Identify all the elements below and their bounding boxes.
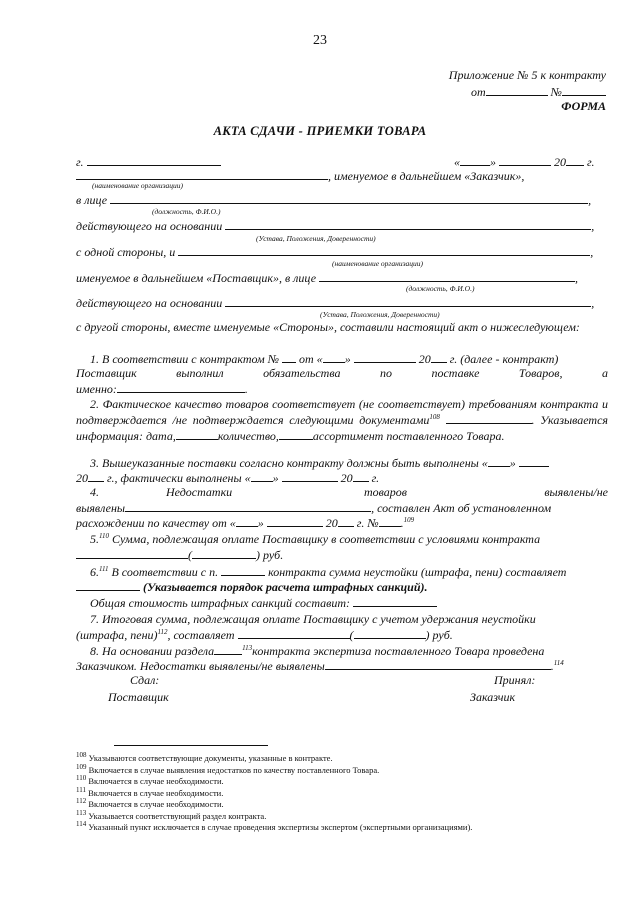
p4-w3: выявлены/не bbox=[544, 485, 608, 499]
p2-doc-blank bbox=[446, 412, 532, 424]
caption-supplier-person: (должность, Ф.И.О.) bbox=[406, 284, 475, 293]
supplier-signature: Поставщик bbox=[108, 690, 169, 704]
footnote-number: 112 bbox=[76, 797, 87, 806]
month-blank bbox=[499, 154, 551, 166]
supplier-named: именуемое в дальнейшем «Поставщик», в лице bbox=[76, 271, 317, 285]
p7-line2 bbox=[76, 627, 608, 643]
p3-c: 20 bbox=[76, 471, 88, 485]
footnote-item bbox=[76, 799, 472, 811]
number-blank bbox=[562, 84, 606, 96]
p5-line1 bbox=[90, 532, 622, 547]
p6-bold-note: (Указывается порядок расчета штрафных санкций). bbox=[143, 580, 428, 594]
p5-sum-words-blank bbox=[192, 547, 256, 559]
p4-day-blank bbox=[236, 515, 258, 527]
p8-line1 bbox=[90, 643, 622, 659]
p3-f: 20 bbox=[340, 471, 353, 485]
footnote-text: Включается в случае выявления недостатков по качеству поставленного Товара. bbox=[88, 764, 380, 775]
one-side-label: с одной стороны, и bbox=[76, 245, 176, 259]
p3-line1 bbox=[90, 455, 622, 471]
customer-person-blank bbox=[110, 192, 588, 204]
p4-d: » bbox=[257, 516, 264, 530]
footnote-item bbox=[76, 822, 472, 834]
customer-signature: Заказчик bbox=[470, 690, 516, 704]
city-prefix: г. bbox=[76, 155, 84, 169]
footnote-number: 110 bbox=[76, 774, 87, 783]
p1-year-blank bbox=[431, 351, 447, 363]
footnote-number: 113 bbox=[76, 808, 87, 817]
p2-b: . Указывается информация: дата, bbox=[76, 413, 608, 443]
footnote-item bbox=[76, 808, 472, 823]
p1-a: 1. В соответствии с контрактом № bbox=[90, 352, 280, 366]
quote-open: « bbox=[454, 155, 460, 169]
day-blank bbox=[460, 154, 490, 166]
p1-day-blank bbox=[323, 351, 345, 363]
footnote-text: Включается в случае необходимости. bbox=[88, 799, 224, 809]
page-number: 23 bbox=[313, 33, 327, 48]
footnote-item bbox=[76, 785, 472, 800]
p1-items-blank bbox=[117, 381, 245, 393]
p4-w1: Недостатки bbox=[166, 485, 233, 499]
p6-total: Общая стоимость штрафных санкций составит: bbox=[90, 596, 351, 610]
p5-footnote-ref: 110 bbox=[99, 532, 109, 540]
p6-total-blank bbox=[353, 595, 437, 607]
p5-sum-blank bbox=[76, 547, 188, 559]
p4-line3: расхождении по качеству от « » 20 г. № .$^{109}$ bbox=[76, 516, 415, 530]
p7-sum-blank bbox=[238, 627, 350, 639]
supplier-org-blank bbox=[178, 244, 590, 256]
p2-e: поставленного Товара. bbox=[386, 429, 505, 443]
p6-penalty-blank bbox=[76, 579, 140, 591]
caption-customer-basis: (Устава, Положения, Доверенности) bbox=[256, 234, 376, 243]
p4-month-blank bbox=[267, 515, 323, 527]
p6-a: В соответствии с п. bbox=[111, 565, 219, 579]
p2-d: ассортимент bbox=[312, 429, 384, 443]
p7-d: ( bbox=[349, 628, 354, 642]
footnote-number: 108 bbox=[76, 751, 87, 760]
caption-supplier-basis: (Устава, Положения, Доверенности) bbox=[320, 310, 440, 319]
p5-a: Сумма, подлежащая оплате Поставщику в соответствии с условиями контракта bbox=[111, 532, 541, 546]
form-label: ФОРМА bbox=[561, 99, 606, 113]
p3-month-blank bbox=[519, 455, 549, 467]
year-blank bbox=[566, 154, 584, 166]
footnote-text: Указываются соответствующие документы, указанные в контракте. bbox=[88, 753, 333, 763]
quote-close: » bbox=[490, 155, 496, 169]
accepted-label: Принял: bbox=[494, 673, 536, 687]
p2-c: количество, bbox=[217, 429, 279, 443]
p1-num-blank bbox=[282, 351, 296, 363]
p3-line2 bbox=[76, 470, 608, 486]
caption-customer-org: (наименование организации) bbox=[92, 181, 184, 190]
supplier-basis-blank bbox=[225, 295, 591, 307]
p1-line3: именно: . bbox=[76, 382, 248, 396]
p3-b: » bbox=[509, 456, 516, 470]
year-prefix: 20 bbox=[554, 155, 566, 169]
p5-line2 bbox=[76, 547, 608, 563]
p7-footnote-ref: 112 bbox=[157, 628, 168, 636]
p4-b: , составлен Акт об установленном bbox=[371, 501, 552, 515]
intro-paragraph: с другой стороны, вместе именуемые «Стороны», составили настоящий акт о нижеследующем: bbox=[76, 320, 580, 334]
p8-footnote-ref-2: 114 bbox=[553, 659, 564, 667]
document-title: АКТА СДАЧИ - ПРИЕМКИ ТОВАРА bbox=[213, 124, 427, 138]
p3-g: г. bbox=[371, 471, 380, 485]
p3-d: г., фактически выполнены « bbox=[107, 471, 251, 485]
p4-year-blank bbox=[338, 515, 354, 527]
p7-line1: 7. Итоговая сумма, подлежащая оплате Поставщику с учетом удержания неустойки bbox=[90, 612, 536, 626]
p3-day-blank bbox=[488, 455, 510, 467]
in-person-label: в лице bbox=[76, 193, 108, 207]
p8-section-blank bbox=[214, 643, 242, 655]
footnote-item bbox=[76, 776, 472, 788]
p1-c: » bbox=[344, 352, 351, 366]
p6-line2 bbox=[76, 579, 608, 595]
appendix-line: Приложение № 5 к контракту bbox=[448, 68, 606, 82]
p2-a: 2. Фактическое качество товаров соответствует (не соответствует) требованиям контракта и подтверждается /не подтверждается следующими документами bbox=[76, 397, 608, 427]
p3-month2-blank bbox=[282, 470, 338, 482]
footnote-item bbox=[76, 762, 472, 777]
p2-qty-blank bbox=[279, 428, 313, 440]
footnote-number: 114 bbox=[76, 820, 87, 829]
p4-f: г. № bbox=[356, 516, 379, 530]
supplier-line: с одной стороны, и , bbox=[76, 245, 594, 259]
caption-customer-person: (должность, Ф.И.О.) bbox=[152, 207, 221, 216]
p3-day2-blank bbox=[251, 470, 273, 482]
footnote-separator bbox=[114, 745, 268, 746]
customer-basis-line: действующего на основании , bbox=[76, 219, 595, 233]
date-blank bbox=[486, 84, 548, 96]
p4-c: расхождении по качеству от « bbox=[76, 516, 236, 530]
number-label: № bbox=[550, 85, 562, 99]
p7-sum-words-blank bbox=[354, 627, 426, 639]
p4-defects-blank bbox=[125, 500, 371, 512]
p6-clause-blank bbox=[221, 564, 265, 576]
acting-label-2: действующего на основании bbox=[76, 296, 223, 310]
p1-line2: Поставщик выполнил обязательства по поставке Товаров, а bbox=[76, 366, 608, 380]
footnote-number: 109 bbox=[76, 762, 87, 771]
from-label: от bbox=[471, 85, 486, 99]
p3-e: » bbox=[272, 471, 279, 485]
handed-label: Сдал: bbox=[130, 673, 160, 687]
supplier-person-blank bbox=[319, 270, 575, 282]
p7-b: (штрафа, пени) bbox=[76, 628, 158, 642]
p4-a: выявлены bbox=[76, 501, 126, 515]
p6-footnote-ref: 111 bbox=[99, 565, 109, 573]
p5-c: ) руб. bbox=[256, 548, 284, 562]
p8-a: 8. На основании раздела bbox=[90, 644, 215, 658]
p3-year-blank bbox=[88, 470, 104, 482]
acting-label: действующего на основании bbox=[76, 219, 223, 233]
p1-line1 bbox=[90, 351, 622, 367]
p1-g: именно: bbox=[76, 382, 117, 396]
p7-c: , составляет bbox=[167, 628, 235, 642]
footnote-text: Указывается соответствующий раздел контракта. bbox=[88, 810, 267, 821]
footnote-text: Включается в случае необходимости. bbox=[88, 776, 224, 786]
p6-b: контракта сумма неустойки (штрафа, пени) составляет bbox=[268, 565, 567, 579]
footnote-text: Указанный пункт исключается в случае проведения экспертизы экспертом (экспертными организациями). bbox=[88, 822, 473, 832]
p6-num: 6. bbox=[90, 565, 99, 579]
p6-line1 bbox=[90, 564, 622, 580]
p3-year2-blank bbox=[353, 470, 369, 482]
supplier-basis-line: действующего на основании , bbox=[76, 296, 595, 310]
p8-line2: Заказчиком. Недостатки выявлены/не выявлены .$^{114}$ bbox=[76, 659, 564, 673]
city-blank bbox=[87, 154, 221, 166]
appendix-date-number bbox=[471, 84, 606, 100]
p1-b: от « bbox=[299, 352, 323, 366]
footnote-item bbox=[76, 753, 472, 765]
p2-footnote-ref: 108 bbox=[429, 413, 440, 421]
p4-line2 bbox=[76, 500, 608, 516]
p8-footnote-ref: 113 bbox=[242, 644, 253, 652]
p1-month-blank bbox=[354, 351, 416, 363]
p4-num-blank bbox=[379, 515, 401, 527]
p5-b: ( bbox=[188, 548, 192, 562]
p5-num: 5. bbox=[90, 532, 99, 546]
year-suffix: г. bbox=[587, 155, 595, 169]
p2-date-blank bbox=[176, 428, 218, 440]
p4-w2: товаров bbox=[364, 485, 408, 499]
p6-line3 bbox=[90, 595, 622, 611]
customer-basis-blank bbox=[225, 218, 591, 230]
customer-tail: , именуемое в дальнейшем «Заказчик», bbox=[328, 169, 525, 183]
supplier-person-line: именуемое в дальнейшем «Поставщик», в лице , bbox=[76, 271, 579, 285]
p1-d: 20 bbox=[418, 352, 431, 366]
customer-person-line: в лице , bbox=[76, 193, 592, 207]
caption-supplier-org: (наименование организации) bbox=[332, 259, 424, 268]
footnote-text: Включается в случае необходимости. bbox=[88, 787, 224, 798]
p7-e: ) руб. bbox=[425, 628, 453, 642]
footnotes bbox=[76, 753, 472, 834]
customer-org-blank bbox=[76, 168, 328, 180]
p2-paragraph bbox=[76, 397, 608, 444]
p4-num: 4. bbox=[90, 485, 99, 499]
p4-footnote-ref: 109 bbox=[403, 516, 415, 524]
p1-e: г. (далее - контракт) bbox=[449, 352, 559, 366]
footnote-number: 111 bbox=[76, 785, 86, 794]
p3-a: 3. Вышеуказанные поставки согласно контракту должны быть выполнены « bbox=[90, 456, 488, 470]
p8-c: Заказчиком. Недостатки выявлены/не выявлены bbox=[76, 659, 325, 673]
p4-e: 20 bbox=[325, 516, 338, 530]
p8-defects-blank bbox=[325, 658, 551, 670]
p8-b: контракта экспертиза поставленного Товара проведена bbox=[252, 644, 545, 658]
